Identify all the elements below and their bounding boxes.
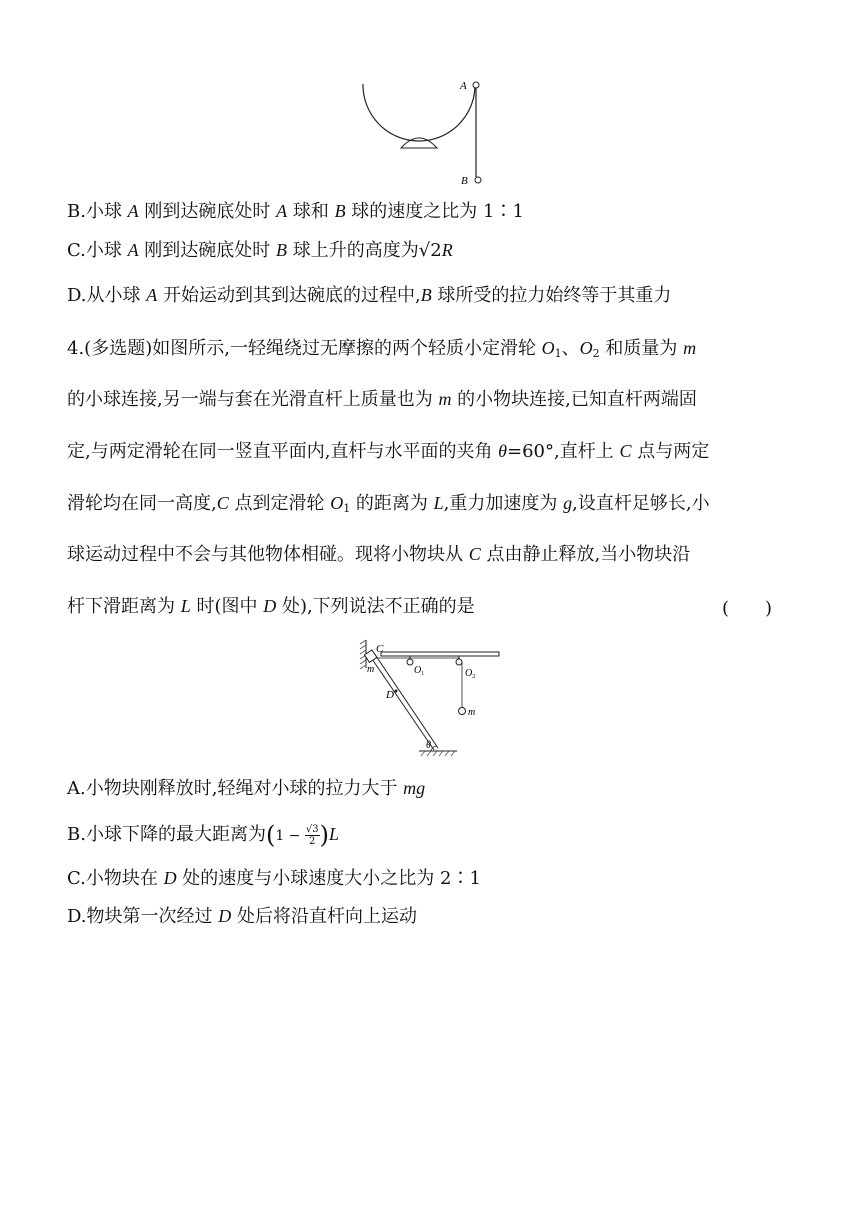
label-m-block: m bbox=[367, 664, 375, 675]
label-m-ball: m bbox=[468, 707, 476, 718]
var-c: C bbox=[468, 544, 481, 564]
text: A.小物块刚释放时,轻绳对小球的拉力大于 bbox=[67, 778, 404, 799]
q4-line-4 bbox=[67, 491, 710, 521]
text: 、 bbox=[561, 338, 580, 359]
var-d: D bbox=[163, 868, 177, 888]
var-b: B bbox=[420, 285, 432, 305]
text: 刚到达碗底处时 bbox=[138, 201, 277, 222]
text: 开始运动到其到达碗底的过程中, bbox=[157, 285, 421, 306]
ball-m bbox=[459, 708, 466, 715]
text: 1 − bbox=[275, 828, 305, 844]
var-d: D bbox=[218, 906, 232, 926]
sub: 1 bbox=[554, 347, 562, 360]
label-o2: $O_2$ bbox=[465, 668, 476, 680]
text: 点由静止释放,当小物块沿 bbox=[480, 544, 691, 565]
label-o1: $O_1$ bbox=[414, 665, 425, 677]
numerator: √3 bbox=[305, 823, 319, 835]
var-d: D bbox=[263, 596, 277, 616]
q4-line-5 bbox=[67, 542, 690, 567]
var-a: A bbox=[276, 201, 288, 221]
text: 点与两定 bbox=[631, 441, 710, 462]
q4-line-1 bbox=[67, 336, 696, 366]
var-c: C bbox=[619, 441, 632, 461]
text: D.从小球 bbox=[67, 285, 147, 306]
var-l: L bbox=[328, 824, 339, 844]
ground-hatch bbox=[421, 751, 455, 756]
q4-line-3 bbox=[67, 439, 709, 464]
rod-edge bbox=[374, 653, 438, 748]
option-a bbox=[67, 776, 425, 801]
text: D.物块第一次经过 bbox=[67, 906, 219, 927]
text: C.小物块在 bbox=[67, 868, 164, 889]
bowl-arc bbox=[363, 84, 475, 141]
paren-right: ) bbox=[319, 821, 329, 849]
var-l: L bbox=[433, 493, 444, 513]
text: 处),下列说法不正确的是 bbox=[276, 596, 475, 617]
var-a: A bbox=[127, 240, 139, 260]
text: 定,与两定滑轮在同一竖直平面内,直杆与水平面的夹角 bbox=[67, 441, 499, 462]
label-d: D bbox=[386, 689, 394, 701]
text: 和质量为 bbox=[599, 338, 684, 359]
label-b: B bbox=[461, 175, 468, 187]
q4-line-2 bbox=[67, 387, 697, 412]
var-b: B bbox=[334, 201, 346, 221]
option-prev-c bbox=[67, 238, 453, 263]
text: 球所受的拉力始终等于其重力 bbox=[431, 285, 672, 306]
label-a: A bbox=[460, 80, 467, 92]
var-r: R bbox=[441, 240, 453, 260]
fraction bbox=[305, 824, 320, 847]
option-d bbox=[67, 904, 417, 929]
text: 滑轮均在同一高度, bbox=[67, 493, 217, 514]
var-theta: θ bbox=[498, 441, 508, 461]
pulley-o2 bbox=[456, 659, 462, 665]
var-b: B bbox=[276, 240, 288, 260]
var-mg: mg bbox=[403, 778, 426, 798]
text: 杆下滑距离为 bbox=[67, 596, 181, 617]
var-o: O bbox=[541, 338, 555, 358]
label-theta: θ bbox=[426, 740, 431, 751]
text: 球运动过程中不会与其他物体相碰。现将小物块从 bbox=[67, 544, 469, 565]
point-d bbox=[395, 690, 398, 693]
var-m: m bbox=[438, 389, 452, 409]
text: 的距离为 bbox=[350, 493, 434, 514]
option-c bbox=[67, 866, 481, 891]
text: B.小球 bbox=[67, 201, 128, 222]
var-m: m bbox=[683, 338, 697, 358]
sqrt-2: √2 bbox=[418, 240, 442, 261]
sub: 1 bbox=[343, 502, 351, 515]
text: =60°,直杆上 bbox=[507, 441, 620, 462]
text: 的小球连接,另一端与套在光滑直杆上质量也为 bbox=[67, 389, 439, 410]
var-a: A bbox=[127, 201, 139, 221]
text: 点到定滑轮 bbox=[228, 493, 331, 514]
rod bbox=[370, 656, 434, 750]
text: 4.(多选题)如图所示,一轻绳绕过无摩擦的两个轻质小定滑轮 bbox=[67, 338, 542, 359]
text: B.小球下降的最大距离为 bbox=[67, 824, 266, 845]
label-c: C bbox=[376, 643, 384, 655]
q4-line-6 bbox=[67, 594, 475, 619]
denominator: 2 bbox=[309, 835, 316, 847]
text: 处的速度与小球速度大小之比为 2∶1 bbox=[176, 868, 481, 889]
ball-a bbox=[473, 82, 479, 88]
var-a: A bbox=[146, 285, 158, 305]
option-prev-d bbox=[67, 283, 671, 308]
text: 球和 bbox=[287, 201, 335, 222]
text: 球上升的高度为 bbox=[287, 240, 419, 261]
figure-pulley bbox=[355, 638, 505, 762]
text: 刚到达碗底处时 bbox=[138, 240, 277, 261]
ball-b bbox=[475, 177, 481, 183]
var-l: L bbox=[180, 596, 191, 616]
var-o: O bbox=[579, 338, 593, 358]
paren-left: ( bbox=[265, 821, 276, 849]
figure-bowl bbox=[355, 72, 495, 192]
text: 处后将沿直杆向上运动 bbox=[231, 906, 417, 927]
sub: 2 bbox=[592, 347, 600, 360]
ceiling-beam bbox=[381, 652, 499, 656]
text: 球的速度之比为 1∶1 bbox=[345, 201, 524, 222]
pulley-o1 bbox=[407, 659, 413, 665]
text: ,设直杆足够长,小 bbox=[572, 493, 710, 514]
var-g: g bbox=[563, 493, 573, 513]
text: C.小球 bbox=[67, 240, 128, 261]
var-c: C bbox=[216, 493, 229, 513]
option-b bbox=[67, 822, 339, 848]
text: ,重力加速度为 bbox=[443, 493, 564, 514]
var-o: O bbox=[330, 493, 344, 513]
option-prev-b bbox=[67, 199, 524, 224]
answer-paren: ( ) bbox=[722, 598, 773, 619]
text: 时(图中 bbox=[190, 596, 264, 617]
text: 的小物块连接,已知直杆两端固 bbox=[451, 389, 697, 410]
